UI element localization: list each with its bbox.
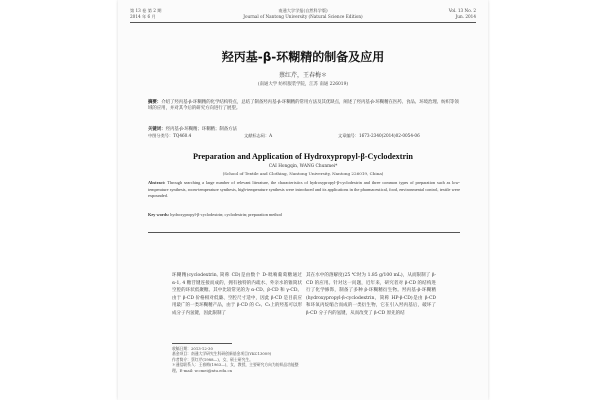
keywords-en-label: Key words: bbox=[148, 212, 170, 217]
header-right-line1: Vol. 13 No. 2 bbox=[448, 8, 476, 13]
keywords-cn bbox=[148, 126, 460, 132]
abstract-cn bbox=[148, 100, 460, 113]
abstract-cn-text: 介绍了羟丙基-β-环糊精的化学结构特点，总结了制备羟丙基-β-环糊精的常用方法及其优缺点，阐述了羟丙基-β-环糊精在医药、食品、环境治理、纺织等领域的应用，并对其今后的研究方向进行了展望。 bbox=[148, 100, 459, 112]
footnote-rule bbox=[172, 343, 232, 344]
body-column-right: 其在水中的溶解度(25 ℃时为 1.85 g/100 mL)，从而限制了 β-CD 的应用。针对这一问题，近年来，研究者对 β-CD 的结构进行了化学修饰，制备了多种 β-环糊精衍生物。羟丙基-β-环糊精(hydroxypropyl-β-cyclodextrin，简称 HP-β-CD)是由 β-CD 和环氧丙烷缩合而成的一类衍生物，它在引入羟丙基后，破坏了 β-CD 分子内的氢键，从而改变了 β-CD 原先的结 bbox=[306, 273, 436, 316]
keywords-cn-text: 羟丙基-β-环糊精；环糊精；制备方法 bbox=[165, 127, 237, 132]
footnote bbox=[172, 346, 302, 373]
keywords-cn-label: 关键词： bbox=[148, 127, 166, 132]
abstract-en-text: Through searching a large number of relevant literature, the characteristics of hydroxypropyl-β-cyclodextrin and three common types of preparation such as low-temperature synthesis, room-temperature synthesis, high-temperature synthesis were introduced and its applications in the pharmaceutical, food, environmental control, textile were expounded. bbox=[148, 180, 460, 199]
affiliation-en: (School of Textile and Clothing, Nantong University, Nantong 226019, China) bbox=[222, 171, 384, 176]
header-journal-cn: 南通大学学报(自然科学版) bbox=[278, 8, 328, 13]
affiliation-cn: (南通大学 纺织服装学院，江苏 南通 226019) bbox=[257, 82, 349, 87]
footnote-corresponding: ＊通信联系人：王春梅(1963—)，女，教授，主要研究方向为纺织品功能整理。E-mail: w.cmei@ntu.edu.cn bbox=[172, 362, 299, 373]
title-cn: 羟丙基-β-环糊精的制备及应用 bbox=[221, 50, 385, 64]
header-volume-en bbox=[449, 8, 476, 19]
footnote-received: 收稿日期：2013-12-30 bbox=[172, 346, 213, 351]
authors-en: CAI Hongqin, WANG Chunmei* bbox=[268, 164, 338, 169]
body-column-left: 环糊精(cyclodextrin, 简称 CD)是由数个 D-吡喃葡萄糖通过 α-1, 4 糖苷键连接而成的，拥有独特的内疏水、外亲水的锥筒状空腔的环状低聚糖。其中比较常见的为 α-CD、β-CD 和 γ-CD。由于 β-CD 价格相对低廉、空腔尺寸适中，因此 β-CD 是目前应用最广的一类环糊精产品，由于 β-CD 的 C₂、C₃上的羟基可以形成分子内氢键，因此限制了 bbox=[172, 273, 302, 316]
keywords-en bbox=[148, 212, 460, 217]
article-number: 文章编号：1673-2340(2014)02-0054-06 bbox=[338, 133, 420, 138]
abstract-divider bbox=[148, 232, 460, 233]
header-journal-en: Journal of Nantong University (Natural Science Edition) bbox=[243, 13, 363, 19]
title-en: Preparation and Application of Hydroxypropyl-β-Cyclodextrin bbox=[193, 152, 413, 161]
abstract-cn-label: 摘要： bbox=[148, 100, 162, 105]
keywords-en-text: hydroxypropyl-β-cyclodextrin; cyclodextrin; preparation method bbox=[170, 212, 282, 217]
header-right-line2: Jun. 2014 bbox=[455, 13, 476, 19]
running-header bbox=[130, 8, 476, 28]
abstract-en-label: Abstract: bbox=[148, 180, 166, 185]
header-journal bbox=[240, 8, 366, 19]
header-rule bbox=[130, 22, 476, 23]
header-left-line2: 2014 年 6 月 bbox=[130, 13, 156, 19]
clc-number: 中图分类号：TQ460.4 bbox=[148, 133, 192, 138]
abstract-en bbox=[148, 180, 460, 200]
footnote-fund: 基金项目：南通大学研究生科研创新基金项目(YKC13009) bbox=[172, 351, 272, 357]
authors-cn: 蔡红芹，王春梅＊ bbox=[278, 72, 327, 79]
header-volume-cn bbox=[130, 8, 161, 19]
footnote-author: 作者简介：蔡红芹(1988—)，女，硕士研究生。 bbox=[172, 356, 253, 362]
document-code: 文献标志码：A bbox=[244, 133, 273, 138]
header-left-line1: 第 13 卷 第 2 期 bbox=[130, 8, 162, 13]
